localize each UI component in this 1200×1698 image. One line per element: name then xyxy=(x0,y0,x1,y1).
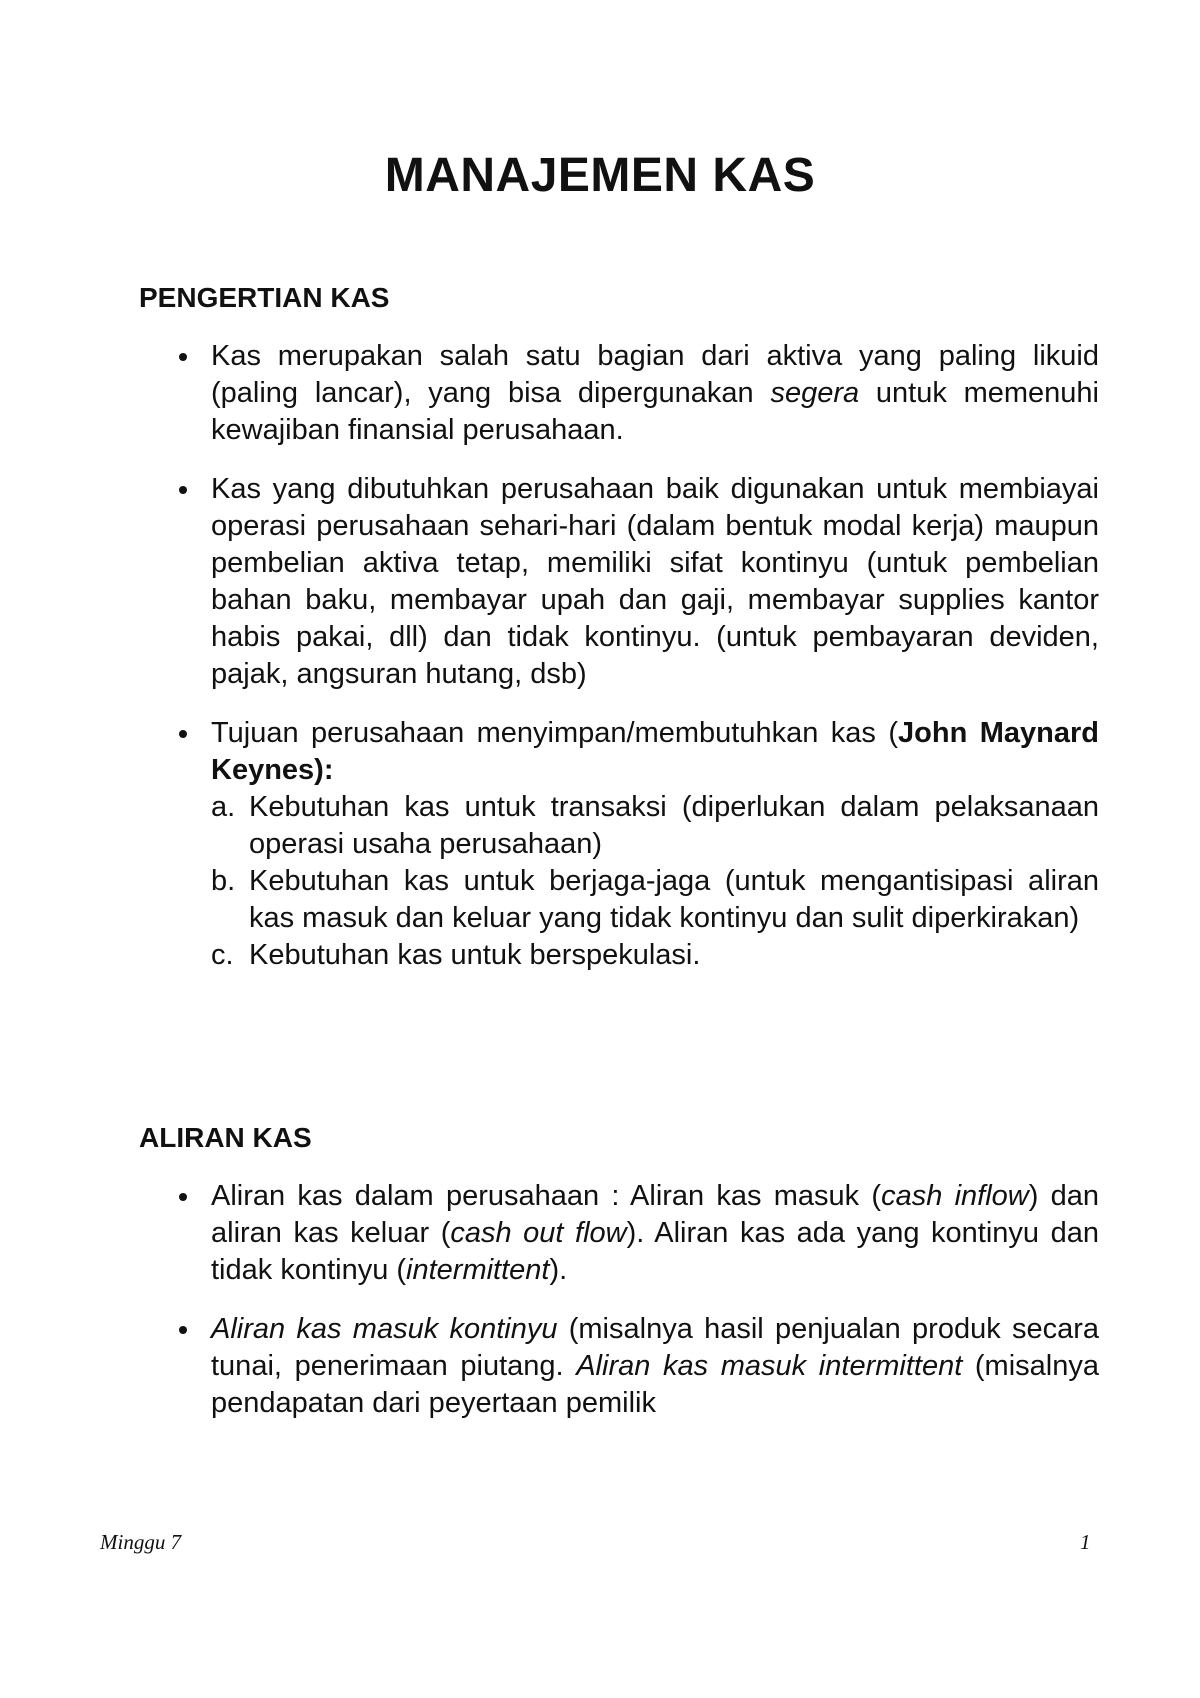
bullet-item xyxy=(139,1311,1099,1422)
bullet-text-run: segera xyxy=(770,377,860,409)
bullet-text-run: ). Aliran kas ada yang kontinyu dan tidak kontinyu ( xyxy=(211,1217,1099,1286)
bullet-item xyxy=(139,471,1099,693)
bullet-text-run: ) dan aliran kas keluar ( xyxy=(211,1180,1099,1249)
sub-list-text: Kebutuhan kas untuk berjaga-jaga (untuk mengantisipasi aliran kas masuk dan keluar yang tidak kontinyu dan sulit diperkirakan) xyxy=(249,865,1099,934)
bullet-dot-icon xyxy=(179,486,187,494)
sub-list-text: Kebutuhan kas untuk transaksi (diperlukan dalam pelaksanaan operasi usaha perusahaan) xyxy=(249,791,1099,860)
bullet-text-run: Kas yang dibutuhkan perusahaan baik digunakan untuk membiayai operasi perusahaan sehari-hari (dalam bentuk modal kerja) maupun pembelian aktiva tetap, memiliki sifat kontinyu (untuk pembelian bahan baku, membayar upah dan gaji, membayar supplies kantor habis pakai, dll) dan tidak kontinyu. (untuk pembayaran deviden, pajak, angsuran hutang, dsb) xyxy=(211,473,1099,690)
bullet-item xyxy=(139,715,1099,974)
section-heading-aliran-kas: ALIRAN KAS xyxy=(139,1122,312,1153)
bullet-text xyxy=(211,715,1099,789)
bullet-dot-icon xyxy=(179,1193,187,1201)
bullet-text xyxy=(211,1311,1099,1422)
sub-list-item xyxy=(211,937,1099,974)
bullet-text-run: (misalnya hasil penjualan produk secara tunai, penerimaan piutang. xyxy=(211,1313,1100,1382)
sub-list-marker: a. xyxy=(211,791,236,823)
bullet-list-pengertian-kas xyxy=(139,338,1099,996)
bullet-text-run: cash inflow xyxy=(881,1180,1029,1212)
bullet-text-run: untuk memenuhi kewajiban finansial perusahaan. xyxy=(211,377,1099,446)
sub-list-item xyxy=(211,789,1099,863)
bullet-text xyxy=(211,471,1099,693)
sub-list-marker: b. xyxy=(211,865,236,897)
footer-week-label: Minggu 7 xyxy=(100,1530,182,1554)
sub-list-item xyxy=(211,863,1099,937)
bullet-dot-icon xyxy=(179,730,187,738)
document-title: MANAJEMEN KAS xyxy=(384,149,816,202)
sub-list-marker: c. xyxy=(211,939,234,971)
section-heading-pengertian-kas: PENGERTIAN KAS xyxy=(139,282,390,313)
bullet-item xyxy=(139,338,1099,449)
bullet-dot-icon xyxy=(179,1326,187,1334)
bullet-item xyxy=(139,1178,1099,1289)
bullet-text-run: Tujuan perusahaan menyimpan/membutuhkan kas ( xyxy=(211,717,899,749)
bullet-dot-icon xyxy=(179,353,187,361)
bullet-text xyxy=(211,338,1099,449)
bullet-text-run: intermittent xyxy=(406,1254,550,1286)
bullet-text-run: Kas merupakan salah satu bagian dari aktiva yang paling likuid (paling lancar), yang bisa dipergunakan xyxy=(211,340,1099,409)
bullet-text-run: ). xyxy=(549,1254,568,1286)
bullet-text-run: Aliran kas dalam perusahaan : Aliran kas masuk ( xyxy=(211,1180,882,1212)
bullet-text xyxy=(211,1178,1099,1289)
sub-list-text: Kebutuhan kas untuk berspekulasi. xyxy=(249,939,701,971)
bullet-text-run: (misalnya pendapatan dari peyertaan pemilik xyxy=(211,1350,1099,1419)
bullet-list-aliran-kas xyxy=(139,1178,1099,1444)
sub-list xyxy=(211,789,1099,974)
footer-page-number: 1 xyxy=(1080,1530,1091,1554)
bullet-text-run: John Maynard Keynes): xyxy=(211,717,1099,786)
bullet-text-run: Aliran kas masuk intermittent xyxy=(576,1350,963,1382)
bullet-text-run: cash out flow xyxy=(450,1217,627,1249)
bullet-text-run: Aliran kas masuk kontinyu xyxy=(211,1313,558,1345)
